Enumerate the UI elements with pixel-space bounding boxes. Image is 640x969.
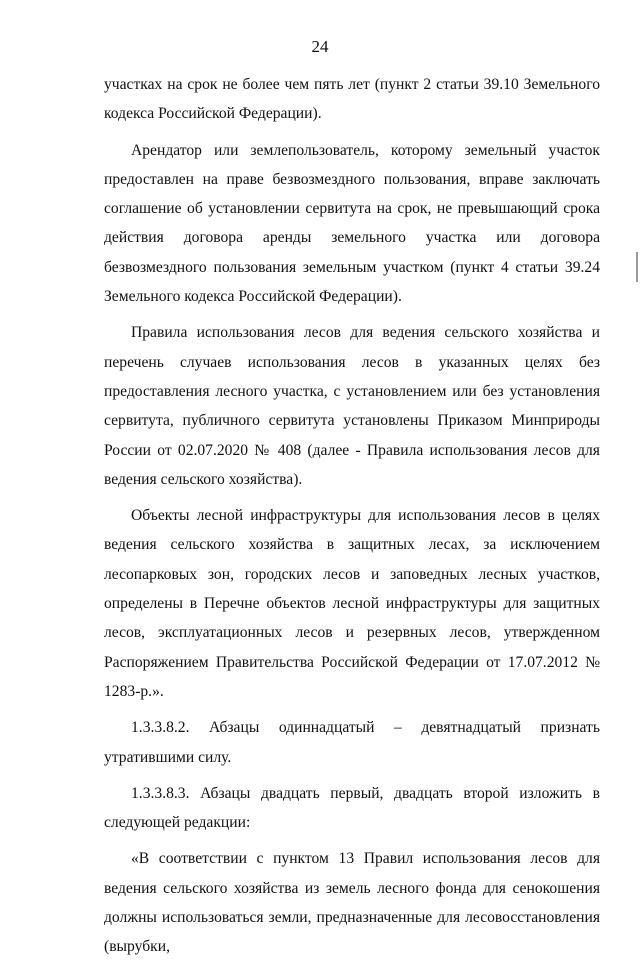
- paragraph-haymaking-rules: «В соответствии с пунктом 13 Правил использования лесов для ведения сельского хозяйства из земель лесного фонда для сенокошения должны использоваться земли, предназначенные для лесовосстановления (вырубки,: [104, 850, 600, 956]
- document-body: [104, 70, 600, 969]
- scan-edge-mark: [636, 252, 638, 282]
- paragraph-forest-infrastructure: Объекты лесной инфраструктуры для использования лесов в целях ведения сельского хозяйства в защитных лесах, за исключением лесопарковых зон, городских лесов и заповедных лесных участков, определены в Перечне объектов лесной инфраструктуры для защитных лесов, эксплуатационных лесов и резервных лесов, утвержденном Распоряжением Правительства Российской Федерации от 17.07.2012 № 1283-р.».: [104, 507, 600, 700]
- paragraph-servitude-agreement: Арендатор или землепользователь, которому земельный участок предоставлен на праве безвозмездного пользования, вправе заключать соглашение об установлении сервитута на срок, не превышающий срока действия договора аренды земельного участка или договора безвозмездного пользования земельным участком (пункт 4 статьи 39.24 Земельного кодекса Российской Федерации).: [104, 141, 600, 306]
- paragraph-amendment-1-3-3-8-3: 1.3.3.8.3. Абзацы двадцать первый, двадцать второй изложить в следующей редакции:: [104, 784, 600, 832]
- page-number: 24: [311, 37, 329, 56]
- paragraph-lease-term-continuation: участках на срок не более чем пять лет (пункт 2 статьи 39.10 Земельного кодекса Российской Федерации).: [104, 76, 600, 123]
- paragraph-forest-use-rules: Правила использования лесов для ведения сельского хозяйства и перечень случаев использования лесов в указанных целях без предоставления лесного участка, с установлением или без установления сервитута, публичного сервитута установлены Приказом Минприроды России от 02.07.2020 № 408 (далее - Правила использования лесов для ведения сельского хозяйства).: [104, 324, 600, 488]
- paragraph-amendment-1-3-3-8-2: 1.3.3.8.2. Абзацы одиннадцатый – девятнадцатый признать утратившими силу.: [104, 719, 600, 766]
